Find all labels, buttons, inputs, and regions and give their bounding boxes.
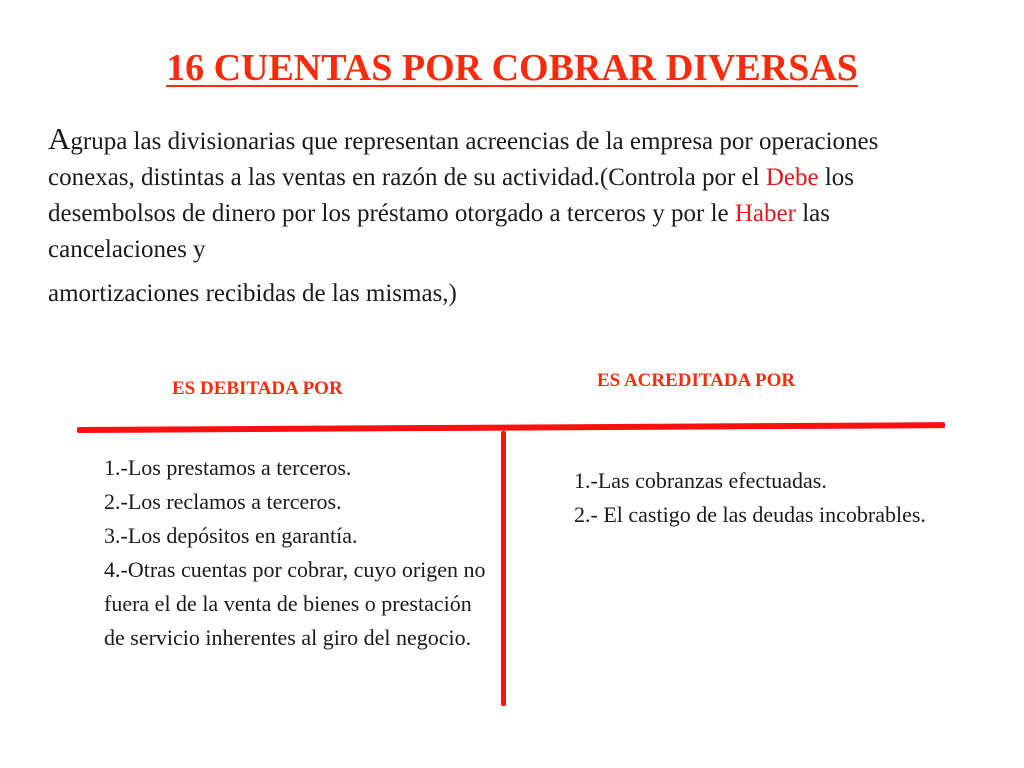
intro-text-part-2: los desembolsos de dinero por los préstamo otorgado a terceros y por le [48, 164, 855, 227]
t-account-vertical-line [501, 431, 506, 706]
intro-keyword-debe: Debe [765, 164, 819, 191]
debit-item: 2.-Los reclamos a terceros. [104, 489, 342, 514]
t-account-horizontal-line [77, 422, 945, 433]
intro-text-part-3: las cancelaciones y [48, 200, 830, 263]
credit-item: 1.-Las cobranzas efectuadas. [574, 468, 827, 493]
intro-text-part-4: amortizaciones recibidas de las mismas,) [48, 280, 457, 307]
debit-item: 4.-Otras cuentas por cobrar, cuyo origen no fuera el de la venta de bienes o prestación de servicio inherentes al giro del negocio. [104, 557, 486, 650]
intro-text-part-1: grupa las divisionarias que representan acreencias de la empresa por operaciones conexas, distintas a las ventas en razón de su actividad.(Controla por el [48, 128, 879, 191]
debit-item: 3.-Los depósitos en garantía. [104, 523, 358, 548]
intro-initial-letter: A [48, 121, 71, 156]
debit-list [104, 451, 494, 655]
credit-list [574, 464, 934, 532]
credit-heading: ES ACREDITADA POR [597, 370, 796, 391]
debit-item: 1.-Los prestamos a terceros. [104, 455, 352, 480]
debit-heading: ES DEBITADA POR [172, 378, 343, 399]
intro-keyword-haber: Haber [734, 200, 796, 227]
credit-item: 2.- El castigo de las deudas incobrables. [574, 502, 926, 527]
intro-paragraph [48, 121, 948, 312]
slide-title: 16 CUENTAS POR COBRAR DIVERSAS [166, 47, 858, 89]
